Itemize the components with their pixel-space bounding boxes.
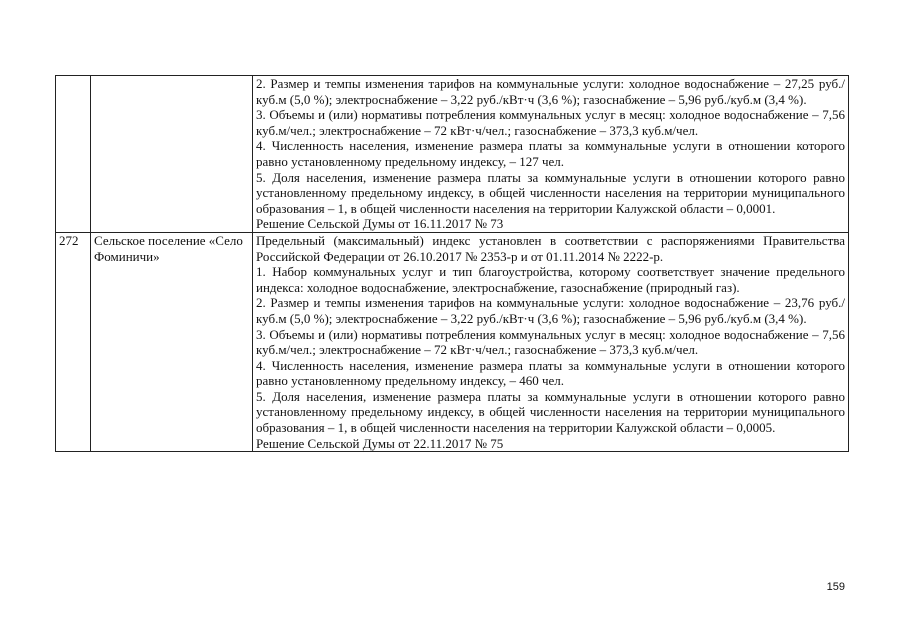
table-row: [56, 232, 849, 451]
paragraph: 1. Набор коммунальных услуг и тип благоустройства, которому соответствует значение предельного индекса: холодное водоснабжение, электроснабжение, газоснабжение (природный газ).: [256, 264, 845, 295]
paragraph: 2. Размер и темпы изменения тарифов на коммунальные услуги: холодное водоснабжение – 23,76 руб./куб.м (5,0 %); электроснабжение – 3,22 руб./кВт·ч (3,6 %); газоснабжение – 5,96 руб./куб.м (3,4 %).: [256, 295, 845, 326]
paragraph: Предельный (максимальный) индекс установлен в соответствии с распоряжениями Правительства Российской Федерации от 26.10.2017 № 2353-р и от 01.11.2014 № 2222-р.: [256, 232, 845, 264]
paragraph: 3. Объемы и (или) нормативы потребления коммунальных услуг в месяц: холодное водоснабжение – 7,56 куб.м/чел.; электроснабжение – 72 кВт·ч/чел.; газоснабжение – 373,3 куб.м/чел.: [256, 107, 845, 138]
paragraph: 5. Доля населения, изменение размера платы за коммунальные услуги в отношении которого равно установленному предельному индексу, в общей численности населения на территории муниципального образования – 1, в общей численности населения на территории Калужской области – 0,0005.: [256, 388, 845, 436]
paragraph: 4. Численность населения, изменение размера платы за коммунальные услуги в отношении которого равно установленному предельному индексу, – 127 чел.: [256, 138, 845, 169]
row-number-cell: [56, 76, 91, 233]
municipality-name-cell: Сельское поселение «Село Фоминичи»: [91, 232, 253, 451]
paragraph: 4. Численность населения, изменение размера платы за коммунальные услуги в отношении которого равно установленному предельному индексу, – 460 чел.: [256, 357, 845, 389]
tariff-table: [55, 75, 849, 452]
table-row: [56, 76, 849, 233]
paragraph: 5. Доля населения, изменение размера платы за коммунальные услуги в отношении которого равно установленному предельному индексу, в общей численности населения на территории муниципального образования – 1, в общей численности населения на территории Калужской области – 0,0001.: [256, 169, 845, 216]
municipality-name-cell: [91, 76, 253, 233]
description-cell: [253, 232, 849, 451]
paragraph: 2. Размер и темпы изменения тарифов на коммунальные услуги: холодное водоснабжение – 27,25 руб./куб.м (5,0 %); электроснабжение – 3,22 руб./кВт·ч (3,6 %); газоснабжение – 5,96 руб./куб.м (3,4 %).: [256, 76, 845, 107]
description-cell: [253, 76, 849, 233]
decision-reference: Решение Сельской Думы от 22.11.2017 № 75: [256, 435, 504, 451]
paragraph: 3. Объемы и (или) нормативы потребления коммунальных услуг в месяц: холодное водоснабжение – 7,56 куб.м/чел.; электроснабжение – 72 кВт·ч/чел.; газоснабжение – 373,3 куб.м/чел.: [256, 326, 845, 358]
page-number: 159: [826, 581, 845, 593]
row-number-cell: 272: [56, 232, 91, 451]
decision-reference: Решение Сельской Думы от 16.11.2017 № 73: [256, 216, 504, 232]
